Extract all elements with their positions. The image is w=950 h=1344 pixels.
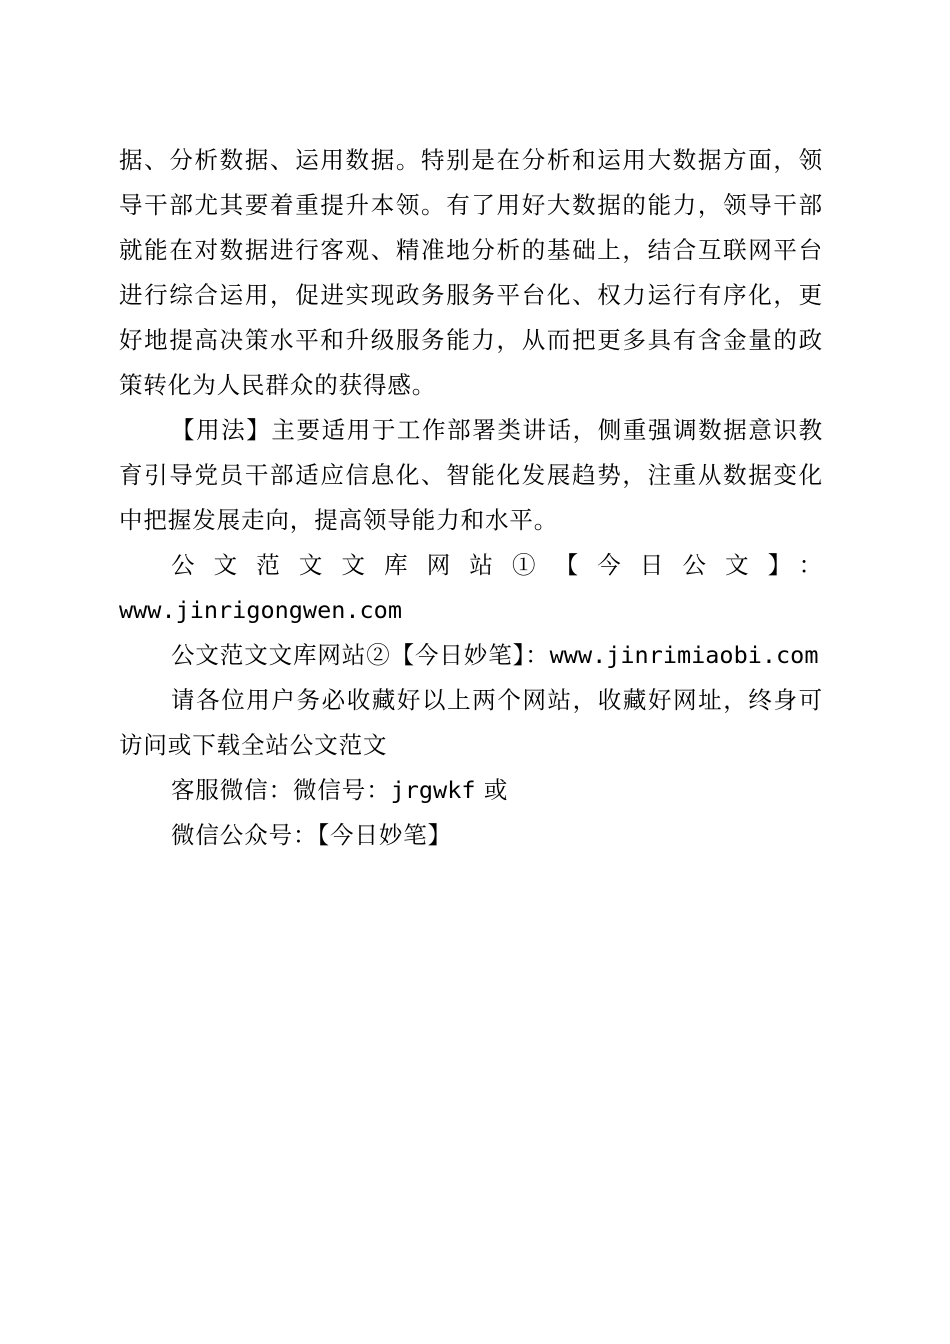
site-2-label: 公文范文文库网站②【今日妙笔】： (171, 641, 550, 669)
usage-paragraph: 【用法】主要适用于工作部署类讲话，侧重强调数据意识教育引导党员干部适应信息化、智能化发展趋势，注重从数据变化中把握发展走向，提高领导能力和水平。 (119, 416, 823, 534)
site-1-label: 公文范文文库网站①【今日公文】： (171, 551, 823, 579)
wechat-line (119, 768, 823, 813)
official-account-line: 微信公众号：【今日妙笔】 (171, 821, 453, 849)
site-2-url[interactable]: www.jinrimiaobi.com (549, 641, 819, 669)
site-2-line (119, 633, 823, 678)
wechat-label: 客服微信：微信号： (171, 776, 391, 804)
wechat-id: jrgwkf (390, 776, 476, 804)
document-page (119, 138, 823, 858)
site-1-url[interactable]: www.jinrigongwen.com (119, 596, 402, 624)
bookmark-notice: 请各位用户务必收藏好以上两个网站，收藏好网址，终身可访问或下载全站公文范文 (119, 686, 823, 759)
body-paragraph-1: 据、分析数据、运用数据。特别是在分析和运用大数据方面，领导干部尤其要着重提升本领。有了用好大数据的能力，领导干部就能在对数据进行客观、精准地分析的基础上，结合互联网平台进行综合运用，促进实现政务服务平台化、权力运行有序化，更好地提高决策水平和升级服务能力，从而把更多具有含金量的政策转化为人民群众的获得感。 (119, 146, 823, 399)
wechat-or: 或 (475, 776, 509, 804)
